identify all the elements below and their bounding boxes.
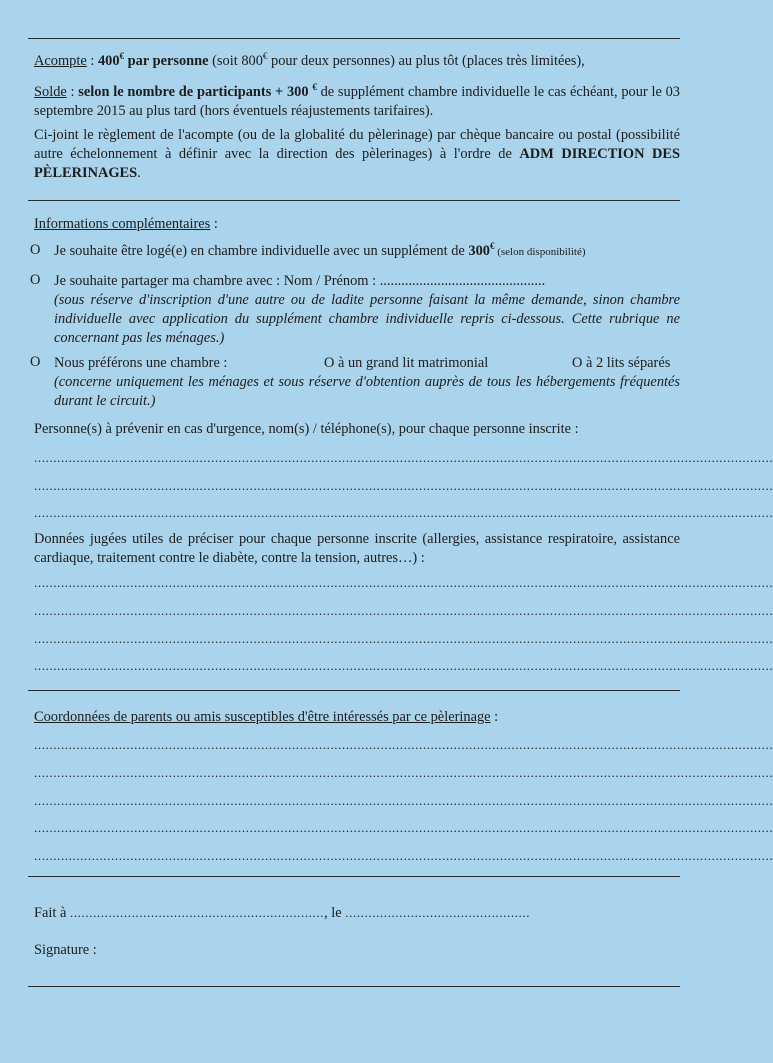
- signature-label: Signature :: [34, 942, 97, 958]
- solde-bold: selon le nombre de participants + 300: [78, 84, 309, 100]
- option-single-room[interactable]: [30, 242, 680, 262]
- acompte-label: Acompte: [34, 53, 87, 69]
- option-couple-room[interactable]: [30, 354, 680, 411]
- option-text: Je souhaite être logé(e) en chambre individuelle avec un supplément de: [54, 243, 469, 259]
- separator: :: [86, 53, 98, 69]
- separator: :: [210, 216, 218, 232]
- option-row: [54, 354, 680, 373]
- choice-double-bed[interactable]: O à un grand lit matrimonial: [324, 355, 489, 371]
- euro-sign: €: [312, 82, 317, 93]
- radio-circle-icon[interactable]: O: [30, 272, 41, 288]
- euro-sign: €: [489, 241, 495, 252]
- contacts-title-text: Coordonnées de parents ou amis susceptibles d'être intéressés par ce pèlerinage: [34, 709, 491, 725]
- acompte-paragraph: [34, 52, 680, 71]
- option-text: Je souhaite partager ma chambre avec : Nom / Prénom :: [54, 273, 380, 289]
- choice-twin-beds[interactable]: O à 2 lits séparés: [572, 355, 671, 371]
- place-field[interactable]: ..................................................................: [69, 905, 325, 920]
- place-label: Fait à: [34, 905, 70, 921]
- acompte-detail: (soit 800: [208, 53, 263, 69]
- acompte-detail: pour deux personnes) au plus tôt (places très limitées),: [267, 53, 585, 69]
- divider-rule: [28, 876, 680, 877]
- place-date-row: [34, 904, 680, 923]
- separator: :: [490, 709, 499, 725]
- divider-rule: [28, 200, 680, 201]
- contacts-line[interactable]: ................................................................................................................................................................................................: [34, 765, 773, 780]
- date-field[interactable]: ................................................: [345, 905, 531, 920]
- option-share-room[interactable]: [30, 272, 680, 348]
- emergency-contact-label: Personne(s) à prévenir en cas d'urgence, nom(s) / téléphone(s), pour chaque personne inscrite :: [34, 421, 579, 437]
- solde-label: Solde: [34, 84, 67, 100]
- medical-line[interactable]: ................................................................................................................................................................................................: [34, 658, 773, 673]
- euro-sign: €: [119, 51, 125, 62]
- supplement-amount: 300: [468, 243, 490, 259]
- medical-line[interactable]: ................................................................................................................................................................................................: [34, 575, 773, 590]
- per-person: par personne: [124, 53, 209, 69]
- solde-paragraph: [34, 83, 680, 121]
- medical-line[interactable]: ................................................................................................................................................................................................: [34, 603, 773, 618]
- contacts-line[interactable]: ................................................................................................................................................................................................: [34, 848, 773, 863]
- bottom-rule: [28, 986, 680, 987]
- contacts-line[interactable]: ................................................................................................................................................................................................: [34, 793, 773, 808]
- date-label: , le: [324, 905, 346, 921]
- top-rule: [28, 38, 680, 39]
- info-title: [34, 215, 680, 234]
- emergency-line[interactable]: ................................................................................................................................................................................................: [34, 478, 773, 493]
- info-title-text: Informations complémentaires: [34, 216, 211, 232]
- option-label: [54, 242, 680, 262]
- emergency-line[interactable]: ................................................................................................................................................................................................: [34, 450, 773, 465]
- radio-circle-icon[interactable]: O: [30, 354, 41, 370]
- contacts-title: [34, 708, 680, 727]
- contacts-line[interactable]: ................................................................................................................................................................................................: [34, 737, 773, 752]
- medical-line[interactable]: ................................................................................................................................................................................................: [34, 631, 773, 646]
- solde-detail: de supplément chambre individuelle le cas échéant, pour le 03 septembre 2015 au plus tard (hors éventuels réajustements tarifaires).: [34, 84, 680, 119]
- medical-info-label: Données jugées utiles de préciser pour chaque personne inscrite (allergies, assistance respiratoire, assistance cardiaque, traitement contre le diabète, contre la tension, autres…) :: [34, 531, 680, 566]
- separator: :: [66, 84, 79, 100]
- availability-note: (selon disponibilité): [494, 246, 586, 258]
- option-text: Nous préférons une chambre :: [54, 355, 228, 371]
- radio-circle-icon[interactable]: O: [30, 242, 41, 258]
- option-label: [54, 272, 680, 348]
- euro-sign: €: [262, 51, 268, 62]
- divider-rule: [28, 690, 680, 691]
- amount: 400: [97, 53, 120, 69]
- acompte-amount: [98, 53, 209, 69]
- payment-instructions-text: Ci-joint le règlement de l'acompte (ou de la globalité du pèlerinage) par chèque bancaire ou postal (possibilité autre échelonnement à définir avec la direction des pèlerinages) à l'ordre de: [34, 127, 680, 162]
- roommate-name-field[interactable]: ..............................................: [379, 273, 546, 289]
- payee-name: ADM DIRECTION DES PÈLERINAGES: [34, 146, 681, 181]
- option-note: (concerne uniquement les ménages et sous réserve d'obtention auprès de tous les hébergements fréquentés durant le circuit.): [54, 374, 680, 409]
- option-note: (sous réserve d'inscription d'une autre ou de ladite personne faisant la même demande, sinon chambre individuelle avec application du supplément chambre individuelle repris ci-dessous. Cette rubrique ne concernant pas les ménages.): [54, 292, 680, 346]
- contacts-line[interactable]: ................................................................................................................................................................................................: [34, 820, 773, 835]
- period: .: [137, 165, 141, 181]
- emergency-line[interactable]: ................................................................................................................................................................................................: [34, 505, 773, 520]
- payment-instructions: [34, 126, 680, 183]
